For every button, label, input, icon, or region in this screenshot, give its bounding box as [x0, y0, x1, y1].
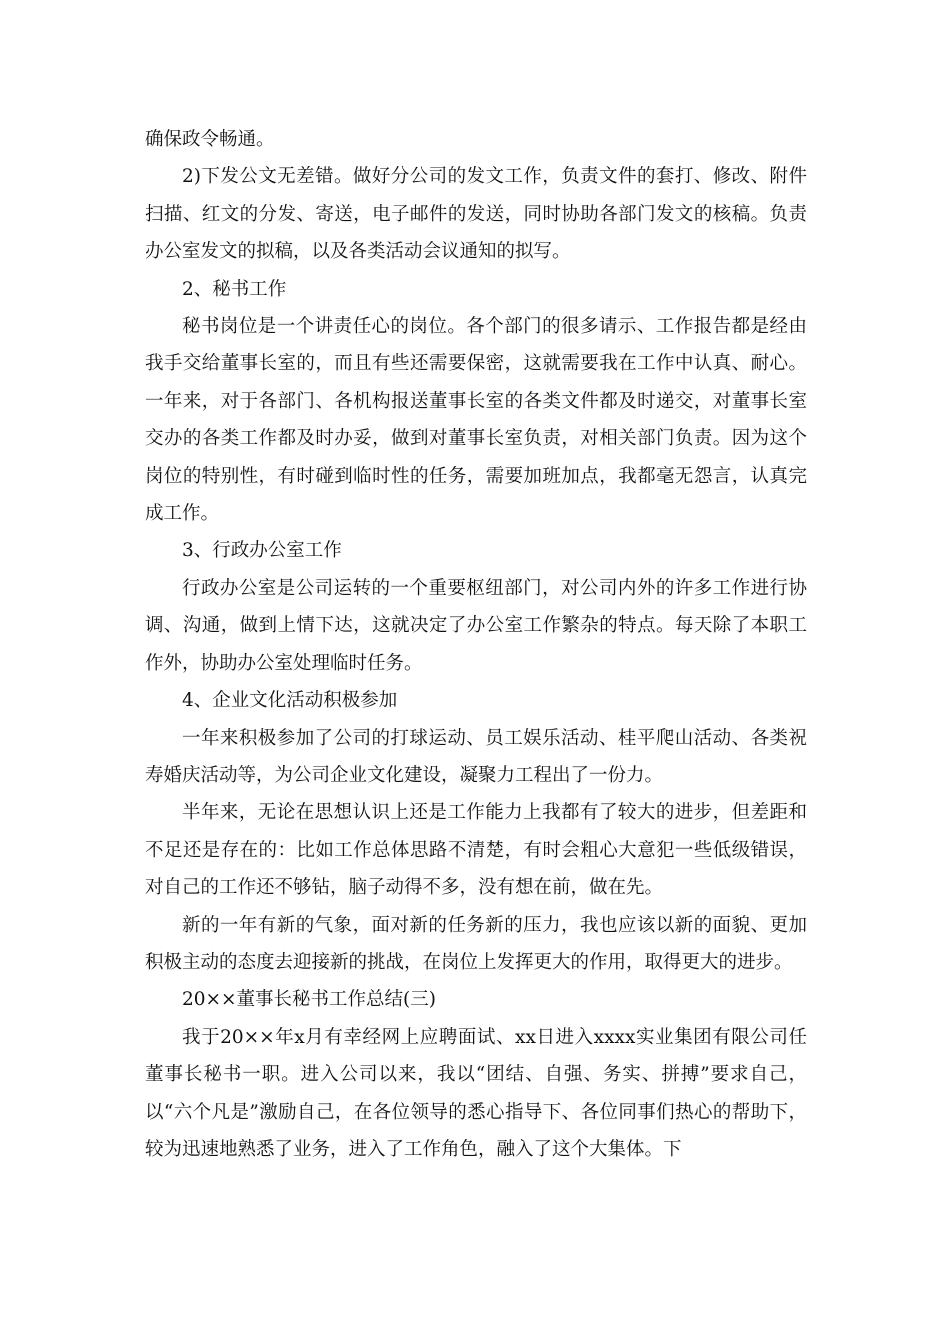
- paragraph-issuing-documents: 2)下发公文无差错。做好分公司的发文工作，负责文件的套打、修改、附件扫描、红文的分发、寄送，电子邮件的发送，同时协助各部门发文的核稿。负责办公室发文的拟稿，以及各类活动会议通知的拟写。: [145, 166, 807, 263]
- paragraph-continuation: 确保政令畅通。: [145, 129, 275, 150]
- paragraph-new-year-outlook: 新的一年有新的气象，面对新的任务新的压力，我也应该以新的面貌、更加积极主动的态度去迎接新的挑战，在岗位上发挥更大的作用，取得更大的进步。: [145, 914, 807, 973]
- paragraph-introduction: 我于20××年x月有幸经网上应聘面试、xx日进入xxxx实业集团有限公司任董事长秘书一职。进入公司以来，我以“团结、自强、务实、拼搏”要求自己，以“六个凡是”激励自己，在各位领导的悉心指导下、各位同事们热心的帮助下，较为迅速地熟悉了业务，进入了工作角色，融入了这个大集体。下: [145, 1026, 807, 1160]
- section-heading-secretary-work: 2、秘书工作: [182, 278, 287, 300]
- paragraph-culture-activities: 一年来积极参加了公司的打球运动、员工娱乐活动、桂平爬山活动、各类祝寿婚庆活动等，为公司企业文化建设，凝聚力工程出了一份力。: [145, 727, 807, 786]
- paragraph-half-year-review: 半年来，无论在思想认识上还是工作能力上我都有了较大的进步，但差距和不足还是存在的：比如工作总体思路不清楚，有时会粗心大意犯一些低级错误，对自己的工作还不够钻，脑子动得不多，没有想在前，做在先。: [145, 802, 807, 899]
- section-heading-admin-office: 3、行政办公室工作: [182, 540, 342, 562]
- document-body: [145, 121, 807, 1168]
- section-heading-culture-activities: 4、企业文化活动积极参加: [182, 690, 398, 712]
- paragraph-secretary-work: 秘书岗位是一个讲责任心的岗位。各个部门的很多请示、工作报告都是经由我手交给董事长室的，而且有些还需要保密，这就需要我在工作中认真、耐心。一年来，对于各部门、各机构报送董事长室的各类文件都及时递交，对董事长室交办的各类工作都及时办妥，做到对董事长室负责，对相关部门负责。因为这个岗位的特别性，有时碰到临时性的任务，需要加班加点，我都毫无怨言，认真完成工作。: [145, 316, 807, 525]
- document-subtitle: 20××董事长秘书工作总结(三): [182, 989, 436, 1011]
- paragraph-admin-office: 行政办公室是公司运转的一个重要枢纽部门，对公司内外的许多工作进行协调、沟通，做到上情下达，这就决定了办公室工作繁杂的特点。每天除了本职工作外，协助办公室处理临时任务。: [145, 577, 807, 674]
